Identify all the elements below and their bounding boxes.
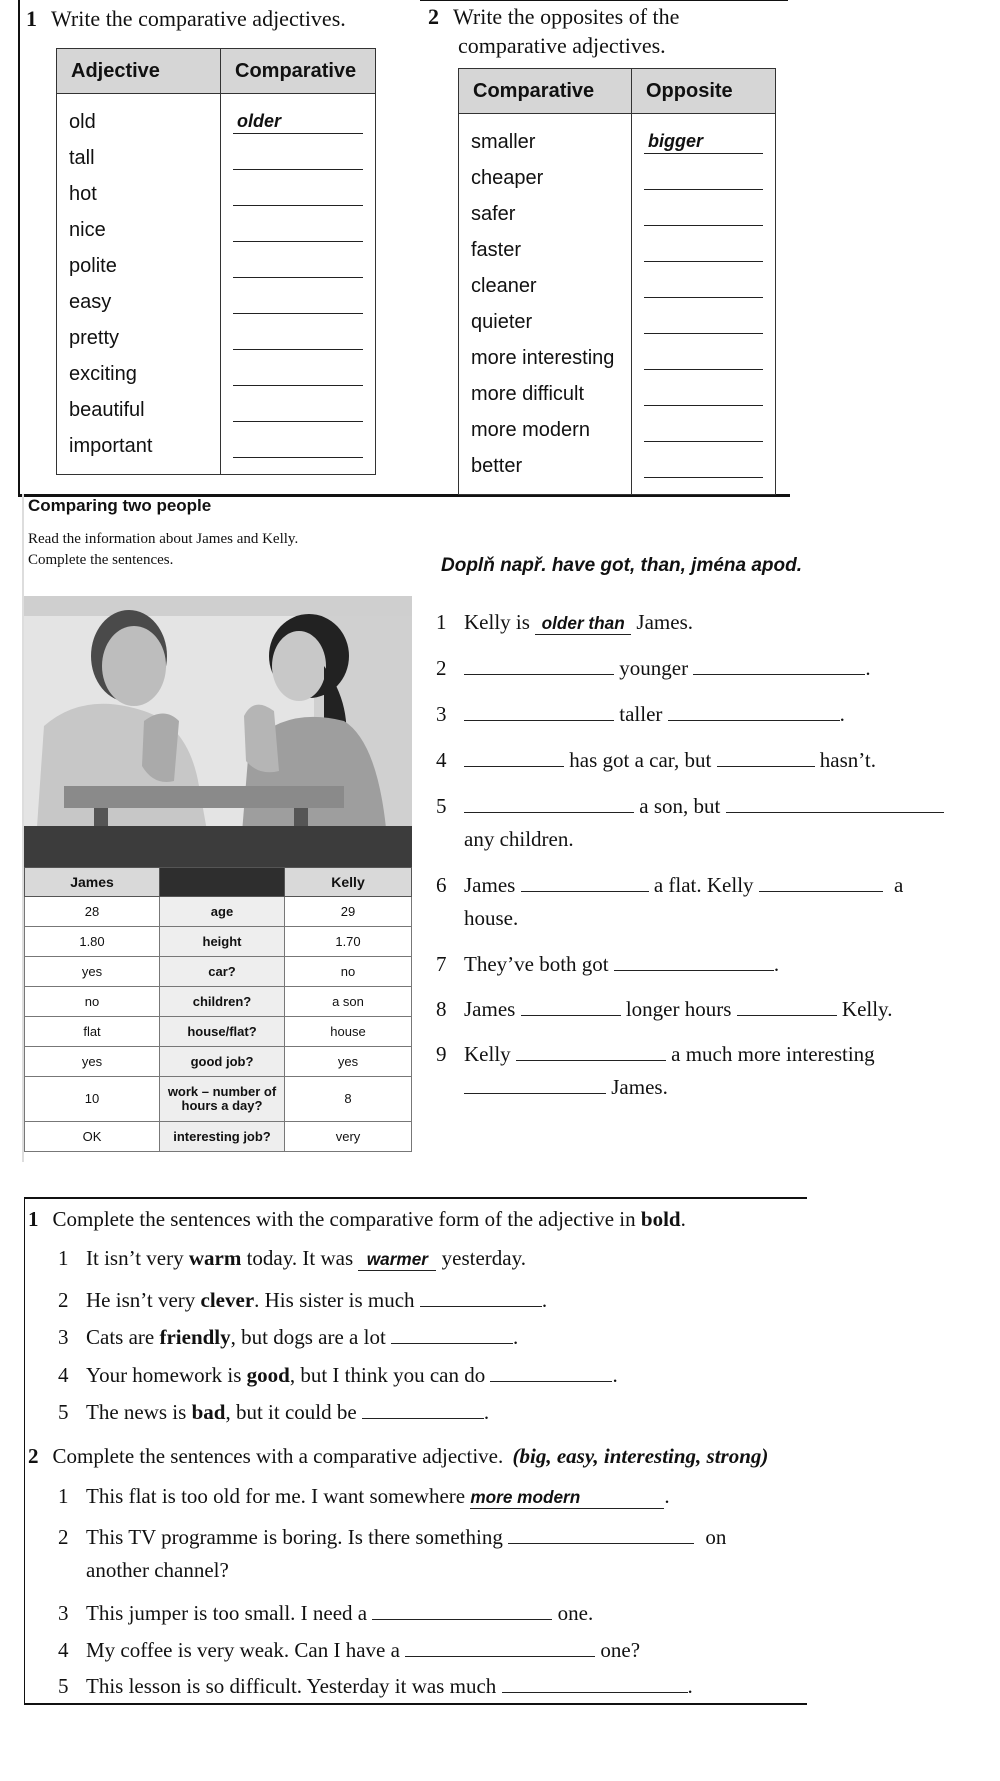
- ex1-answer-blank[interactable]: [233, 291, 363, 314]
- ex2-answer-cell: [632, 448, 776, 495]
- james-kelly-table: [24, 867, 412, 1152]
- blank[interactable]: [717, 744, 815, 767]
- jk-cell-kelly: yes: [285, 1047, 412, 1077]
- blank[interactable]: [521, 993, 621, 1016]
- ex1-word: old: [57, 94, 221, 141]
- ex2-answer-cell: [632, 114, 776, 161]
- ex2-answer-blank[interactable]: [644, 239, 763, 262]
- answer-1[interactable]: older than: [535, 614, 631, 635]
- jk-cell-kelly: no: [285, 957, 412, 987]
- jk-cell-james: yes: [25, 1047, 160, 1077]
- jk-cell-label: age: [160, 897, 285, 927]
- ex2-row: [459, 268, 776, 304]
- item-number: 1: [58, 1246, 69, 1270]
- jk-sentence-8: 8 James longer hours Kelly.: [436, 993, 892, 1026]
- ex1-row: [57, 94, 376, 141]
- blank[interactable]: [668, 698, 840, 721]
- ex1-answer-cell: [221, 176, 376, 212]
- blank[interactable]: [490, 1359, 612, 1382]
- blank[interactable]: [759, 869, 883, 892]
- item-text: It isn’t very: [86, 1246, 189, 1270]
- ex2-answer-cell: [632, 340, 776, 376]
- ex4-answer-1[interactable]: more modern: [470, 1488, 664, 1509]
- jk-table-row: [25, 1122, 412, 1152]
- jk-cell-james: 28: [25, 897, 160, 927]
- blank[interactable]: [372, 1597, 552, 1620]
- ex1-word: beautiful: [57, 392, 221, 428]
- ex1-answer-cell: [221, 356, 376, 392]
- ex1-answer-blank[interactable]: [233, 255, 363, 278]
- photo-james-kelly: [24, 596, 412, 870]
- ex2-word: more modern: [459, 412, 632, 448]
- col-header-adjective: Adjective: [57, 49, 221, 94]
- jk-cell-james: no: [25, 987, 160, 1017]
- ex1-word: nice: [57, 212, 221, 248]
- ex3-item: [58, 1396, 489, 1425]
- jk-table-row: [25, 957, 412, 987]
- item-number: 4: [58, 1362, 69, 1387]
- jk-cell-kelly: very: [285, 1122, 412, 1152]
- ex2-answer-blank[interactable]: [644, 347, 763, 370]
- jk-cell-label: car?: [160, 957, 285, 987]
- ex4-item-3: 3 This jumper is too small. I need a one.: [58, 1597, 593, 1626]
- photo-illustration: [24, 596, 412, 870]
- blank[interactable]: [391, 1321, 513, 1344]
- item-text: The news is: [86, 1400, 192, 1425]
- item-text: Your homework is: [86, 1362, 247, 1387]
- blank[interactable]: [464, 744, 564, 767]
- ex2-row: [459, 376, 776, 412]
- ex2-row: [459, 340, 776, 376]
- exercise-1-table: [56, 48, 376, 475]
- ex1-answer-blank[interactable]: [233, 327, 363, 350]
- jk-cell-james: flat: [25, 1017, 160, 1047]
- jk-cell-label: house/flat?: [160, 1017, 285, 1047]
- ex1-row: [57, 320, 376, 356]
- exercise-1-title: 1 Write the comparative adjectives.: [26, 6, 346, 31]
- item-text: .: [541, 1287, 548, 1312]
- ex1-answer-cell: [221, 392, 376, 428]
- jk-cell-label: height: [160, 927, 285, 957]
- exercise-1-number: 1: [26, 6, 37, 31]
- ex2-row: [459, 304, 776, 340]
- ex1-answer-cell: [221, 248, 376, 284]
- item-text: , but dogs are a lot: [230, 1325, 386, 1350]
- ex1-answer-cell: [221, 284, 376, 320]
- ex4-item-5: 5 This lesson is so difficult. Yesterday it was much .: [58, 1670, 693, 1699]
- item-text: Cats are: [86, 1325, 160, 1350]
- ex1-row: [57, 176, 376, 212]
- ex2-word: cleaner: [459, 268, 632, 304]
- ex1-row: [57, 140, 376, 176]
- ex1-answer-cell: [221, 212, 376, 248]
- ex2-row: [459, 160, 776, 196]
- ex2-word: smaller: [459, 114, 632, 161]
- ex1-word: hot: [57, 176, 221, 212]
- jk-table-row: [25, 1017, 412, 1047]
- blank[interactable]: [516, 1038, 666, 1061]
- jk-table-row: [25, 897, 412, 927]
- ex1-row: [57, 392, 376, 428]
- ex3-item: [58, 1321, 518, 1350]
- top-rule: [420, 0, 788, 1]
- item-bold-word: friendly: [159, 1325, 231, 1350]
- ex3-item: [58, 1284, 547, 1313]
- ex2-word: cheaper: [459, 160, 632, 196]
- ex1-word: exciting: [57, 356, 221, 392]
- ex1-row: [57, 248, 376, 284]
- blank[interactable]: [693, 652, 865, 675]
- ex2-answer-cell: [632, 304, 776, 340]
- ex1-word: tall: [57, 140, 221, 176]
- ex2-row: [459, 196, 776, 232]
- jk-table-row: [25, 927, 412, 957]
- ex1-answer-blank[interactable]: [233, 363, 363, 386]
- jk-header-kelly: Kelly: [285, 868, 412, 897]
- ex4-item-1: 1 This flat is too old for me. I want somewhere more modern .: [58, 1484, 670, 1508]
- ex2-row: [459, 448, 776, 495]
- exercise-2-title: 2 Write the opposites of the comparative adjectives.: [428, 4, 680, 58]
- ex2-answer-blank[interactable]: [644, 419, 763, 442]
- ex3-answer-1[interactable]: warmer: [358, 1250, 436, 1271]
- ex2-row: [459, 114, 776, 161]
- ex2-row: [459, 232, 776, 268]
- blank[interactable]: [464, 652, 614, 675]
- jk-cell-james: 1.80: [25, 927, 160, 957]
- jk-table-row: [25, 1077, 412, 1122]
- ex4-item-2: 2 This TV programme is boring. Is there something on another channel?: [58, 1521, 726, 1587]
- item-bold-word: warm: [188, 1246, 242, 1270]
- item-text: , but I think you can do: [289, 1362, 486, 1387]
- ex2-answer-cell: [632, 268, 776, 304]
- ex1-answer-cell: [221, 140, 376, 176]
- item-number: 3: [58, 1325, 69, 1350]
- ex2-answer-cell: [632, 160, 776, 196]
- jk-cell-kelly: house: [285, 1017, 412, 1047]
- comparing-instruction-1: Read the information about James and Kelly.: [28, 531, 299, 547]
- item-text: .: [513, 1325, 519, 1350]
- czech-note: Doplň např. have got, than, jména apod.: [441, 555, 803, 576]
- ex2-answer-cell: [632, 412, 776, 448]
- exercise-3-title: 1 Complete the sentences with the comparative form of the adjective in bold.: [28, 1207, 686, 1231]
- ex1-answer-cell: [221, 94, 376, 141]
- ex2-answer-cell: [632, 232, 776, 268]
- jk-sentence-6: 6 James a flat. Kelly a house.: [436, 869, 903, 935]
- col-header-opposite: Opposite: [632, 69, 776, 114]
- jk-sentence-5: 5 a son, but any children.: [436, 790, 944, 856]
- ex2-answer-cell: [632, 376, 776, 412]
- blank[interactable]: [362, 1396, 484, 1419]
- ex1-word: polite: [57, 248, 221, 284]
- ex2-answer-blank[interactable]: [644, 167, 763, 190]
- blank[interactable]: [464, 1071, 606, 1094]
- ex1-answer-blank[interactable]: [233, 183, 363, 206]
- jk-sentence-9: 9 Kelly a much more interesting James.: [436, 1038, 875, 1104]
- item-bold-word: bad: [191, 1400, 226, 1425]
- jk-header-james: James: [25, 868, 160, 897]
- jk-cell-label: children?: [160, 987, 285, 1017]
- item-text: yesterday.: [441, 1246, 526, 1270]
- exercise-4-hint: (big, easy, interesting, strong): [512, 1444, 769, 1468]
- blank[interactable]: [502, 1670, 688, 1693]
- ex2-answer-blank[interactable]: [644, 275, 763, 298]
- jk-sentence-4: 4 has got a car, but hasn’t.: [436, 744, 876, 777]
- ex2-word: better: [459, 448, 632, 495]
- jk-cell-james: OK: [25, 1122, 160, 1152]
- item-number: 5: [58, 1400, 69, 1425]
- item-bold-word: good: [246, 1362, 290, 1387]
- blank[interactable]: [737, 993, 837, 1016]
- ex1-answer-cell: [221, 428, 376, 475]
- jk-cell-kelly: 29: [285, 897, 412, 927]
- ex1-row: [57, 284, 376, 320]
- col-header-comparative-2: Comparative: [459, 69, 632, 114]
- blank[interactable]: [614, 948, 774, 971]
- jk-cell-kelly: a son: [285, 987, 412, 1017]
- exercise-2-number: 2: [428, 4, 439, 29]
- ex1-row: [57, 212, 376, 248]
- ex2-word: more difficult: [459, 376, 632, 412]
- exercise-4-title: 2 Complete the sentences with a comparative adjective. (big, easy, interesting, strong): [28, 1444, 769, 1468]
- ex1-row: [57, 356, 376, 392]
- item-number: 2: [58, 1287, 69, 1312]
- ex2-word: more interesting: [459, 340, 632, 376]
- exercise-2-table: [458, 68, 776, 495]
- jk-sentence-3: 3 taller .: [436, 698, 845, 731]
- ex1-answer-blank[interactable]: [233, 435, 363, 458]
- ex2-word: quieter: [459, 304, 632, 340]
- ex1-answer-blank[interactable]: older: [233, 111, 363, 134]
- ex2-answer-blank[interactable]: [644, 455, 763, 478]
- ex1-answer-cell: [221, 320, 376, 356]
- ex1-answer-blank[interactable]: [233, 399, 363, 422]
- jk-sentence-7: 7 They’ve both got .: [436, 948, 779, 981]
- jk-header-blank: [160, 868, 285, 897]
- ex1-word: important: [57, 428, 221, 475]
- item-bold-word: clever: [200, 1287, 255, 1312]
- item-text: He isn’t very: [86, 1287, 201, 1312]
- col-header-comparative: Comparative: [221, 49, 376, 94]
- ex3-item: [58, 1246, 526, 1271]
- ex2-answer-blank[interactable]: [644, 203, 763, 226]
- item-text: . His sister is much: [254, 1287, 415, 1312]
- ex2-answer-blank[interactable]: [644, 311, 763, 334]
- ex2-row: [459, 412, 776, 448]
- blank[interactable]: [464, 698, 614, 721]
- blank[interactable]: [726, 790, 944, 813]
- jk-sentence-2: 2 younger .: [436, 652, 871, 685]
- jk-cell-label: work – number of hours a day?: [160, 1077, 285, 1122]
- ex1-row: [57, 428, 376, 475]
- jk-table-row: [25, 1047, 412, 1077]
- ex2-word: safer: [459, 196, 632, 232]
- ex2-answer-blank[interactable]: bigger: [644, 131, 763, 154]
- ex1-answer-blank[interactable]: [233, 219, 363, 242]
- ex1-word: pretty: [57, 320, 221, 356]
- jk-cell-james: 10: [25, 1077, 160, 1122]
- item-text: , but it could be: [225, 1400, 357, 1425]
- ex2-word: faster: [459, 232, 632, 268]
- blank[interactable]: [420, 1284, 542, 1307]
- blank[interactable]: [521, 869, 649, 892]
- jk-cell-james: yes: [25, 957, 160, 987]
- item-text: today. It was: [241, 1246, 354, 1270]
- jk-cell-kelly: 8: [285, 1077, 412, 1122]
- blank[interactable]: [464, 790, 634, 813]
- jk-table-row: [25, 987, 412, 1017]
- item-text: .: [612, 1362, 618, 1387]
- ex1-word: easy: [57, 284, 221, 320]
- jk-cell-label: good job?: [160, 1047, 285, 1077]
- blank[interactable]: [405, 1634, 595, 1657]
- ex2-answer-cell: [632, 196, 776, 232]
- comparing-heading: Comparing two people: [28, 496, 212, 515]
- comparing-instruction-2: Complete the sentences.: [28, 552, 174, 568]
- jk-cell-kelly: 1.70: [285, 927, 412, 957]
- item-text: .: [483, 1400, 490, 1425]
- ex2-answer-blank[interactable]: [644, 383, 763, 406]
- blank[interactable]: [508, 1521, 694, 1544]
- ex3-item: [58, 1359, 618, 1388]
- jk-sentence-1: 1 Kelly is older than James.: [436, 610, 693, 634]
- jk-cell-label: interesting job?: [160, 1122, 285, 1152]
- ex1-answer-blank[interactable]: [233, 147, 363, 170]
- ex4-item-4: 4 My coffee is very weak. Can I have a one?: [58, 1634, 640, 1663]
